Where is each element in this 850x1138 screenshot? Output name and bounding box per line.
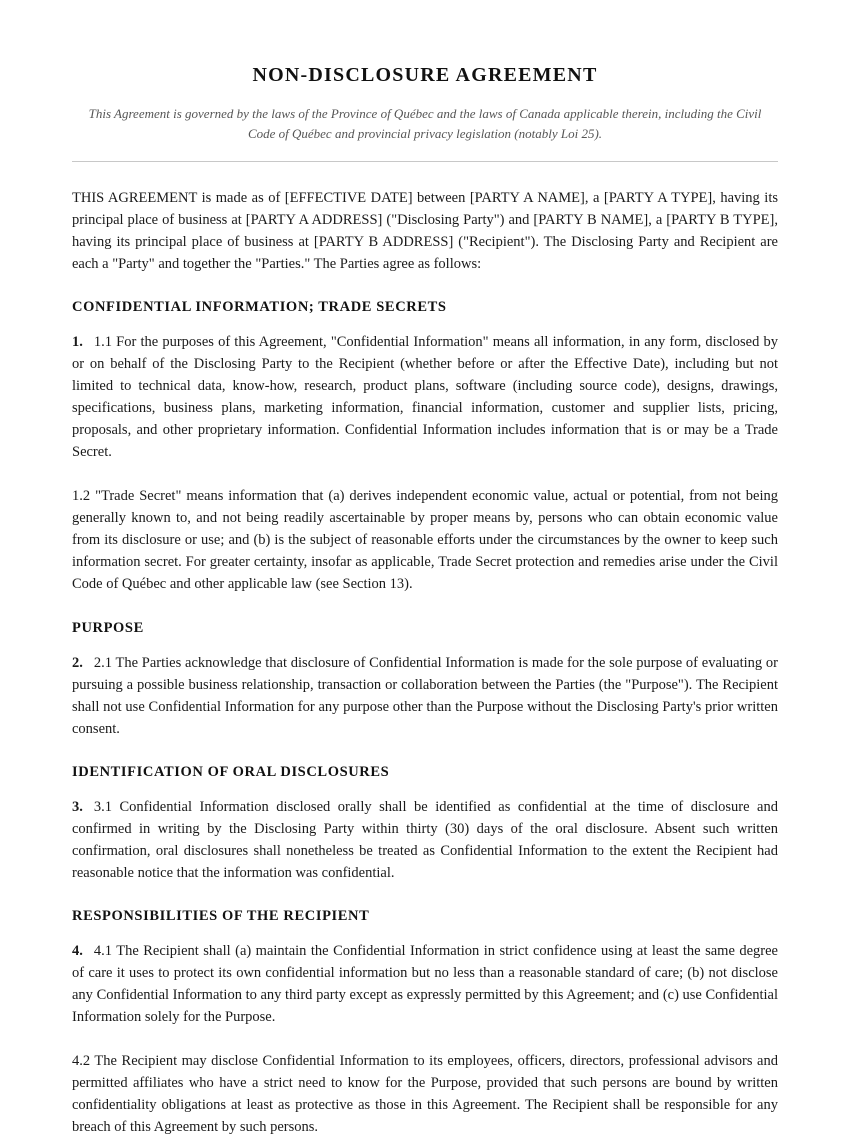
section-heading-confidential-information: CONFIDENTIAL INFORMATION; TRADE SECRETS: [72, 299, 447, 315]
section-number: 2.: [72, 655, 83, 671]
intro-paragraph: THIS AGREEMENT is made as of [EFFECTIVE DATE] between [PARTY A NAME], a [PARTY A TYPE], having its principal place of business at [PARTY A ADDRESS] ("Disclosing Party") and [PARTY B NAME], a [PARTY B TYPE], having its principal place of business at [PARTY B ADDRESS] ("Recipient"). The Disclosing Party and Recipient are each a "Party" and together the "Parties." The Parties agree as follows:: [72, 190, 778, 272]
section-2-clause-1: [72, 652, 778, 740]
title-divider: [72, 161, 778, 162]
clause-text: 2.1 The Parties acknowledge that disclosure of Confidential Information is made for the sole purpose of evaluating or pursuing a possible business relationship, transaction or collaboration between the Parties (the "Purpose"). The Recipient shall not use Confidential Information for any purpose other than the Purpose without the Disclosing Party's prior written consent.: [72, 655, 778, 737]
clause-text: 3.1 Confidential Information disclosed orally shall be identified as confidential at the time of disclosure and confirmed in writing by the Disclosing Party within thirty (30) days of the oral disclosure. Absent such written confirmation, oral disclosures shall nonetheless be treated as Confidential Information to the extent the Recipient had reasonable notice that the information was confidential.: [72, 799, 778, 881]
section-1-clause-1: [72, 331, 778, 463]
clause-text: 4.1 The Recipient shall (a) maintain the Confidential Information in strict confidence using at least the same degree of care it uses to protect its own confidential information but no less than a reasonable standard of care; (b) not disclose any Confidential Information to any third party except as expressly permitted by this Agreement; and (c) use Confidential Information solely for the Purpose.: [72, 943, 778, 1025]
section-number: 3.: [72, 799, 83, 815]
document-title: NON-DISCLOSURE AGREEMENT: [252, 64, 598, 86]
section-1-clause-2: 1.2 "Trade Secret" means information that (a) derives independent economic value, actual or potential, from not being generally known to, and not being readily ascertainable by proper means by, persons who can obtain economic value from its disclosure or use; and (b) is the subject of reasonable efforts under the circumstances by the owner to keep such information secret. For greater certainty, insofar as applicable, Trade Secret protection and remedies arise under the Civil Code of Québec and other applicable law (see Section 13).: [72, 488, 778, 592]
section-number: 4.: [72, 943, 83, 959]
clause-text: 1.1 For the purposes of this Agreement, "Confidential Information" means all information, in any form, disclosed by or on behalf of the Disclosing Party to the Recipient (whether before or after the Effective Date), including but not limited to technical data, know-how, research, product plans, software (including source code), designs, drawings, specifications, business plans, marketing information, financial information, customer and supplier lists, pricing, proposals, and other proprietary information. Confidential Information includes information that is or may be a Trade Secret.: [72, 334, 778, 460]
section-number: 1.: [72, 334, 83, 350]
document-page: [72, 0, 778, 1138]
governing-law-note: This Agreement is governed by the laws of the Province of Québec and the laws of Canada applicable therein, including the Civil Code of Québec and provincial privacy legislation (notably Loi 25).: [88, 106, 762, 141]
section-heading-oral-disclosures: IDENTIFICATION OF ORAL DISCLOSURES: [72, 764, 390, 780]
section-4-clause-1: [72, 940, 778, 1028]
section-4-clause-2: 4.2 The Recipient may disclose Confidential Information to its employees, officers, directors, professional advisors and permitted affiliates who have a strict need to know for the Purpose, provided that such persons are bound by written confidentiality obligations at least as protective as those in this Agreement. The Recipient shall be responsible for any breach of this Agreement by such persons.: [72, 1053, 778, 1135]
section-3-clause-1: [72, 796, 778, 884]
section-heading-recipient-responsibilities: RESPONSIBILITIES OF THE RECIPIENT: [72, 908, 370, 924]
section-heading-purpose: PURPOSE: [72, 620, 144, 636]
